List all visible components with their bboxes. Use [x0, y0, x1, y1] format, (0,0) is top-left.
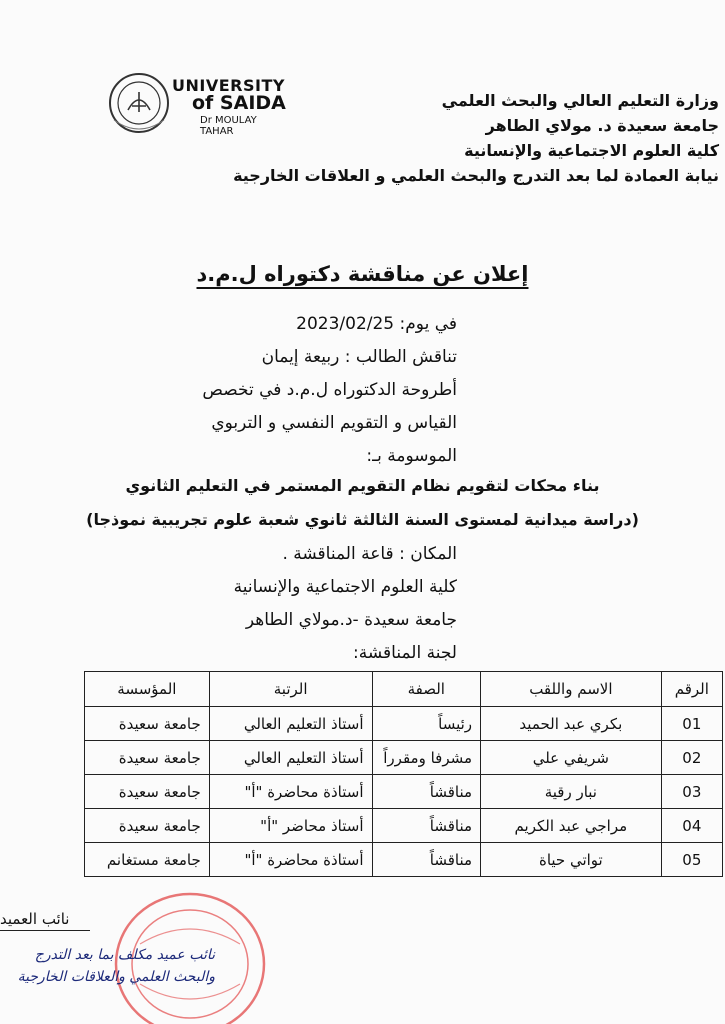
header-role: الصفة — [372, 672, 481, 707]
vice-dean-line: نيابة العمادة لما بعد التدرج والبحث العلمي و العلاقات الخارجية — [233, 166, 719, 185]
announcement-details — [202, 308, 457, 473]
row-institution: جامعة سعيدة — [85, 741, 210, 775]
row-name: مراجي عبد الكريم — [481, 809, 662, 843]
logo-text-moulay-tahar: Dr MOULAY TAHAR — [200, 115, 257, 137]
row-number: 02 — [661, 741, 722, 775]
row-institution: جامعة سعيدة — [85, 775, 210, 809]
row-institution: جامعة سعيدة — [85, 809, 210, 843]
table-row — [85, 809, 723, 843]
logo-text-saida: of SAIDA — [192, 92, 286, 114]
row-role: رئيساً — [372, 707, 481, 741]
place-line: المكان : قاعة المناقشة . — [282, 544, 457, 564]
row-rank: أستاذ التعليم العالي — [209, 707, 372, 741]
date-line: في يوم: 2023/02/25 — [296, 314, 457, 334]
row-rank: أستاذ محاضر "أ" — [209, 809, 372, 843]
row-name: بكري عبد الحميد — [481, 707, 662, 741]
table-row — [85, 741, 723, 775]
signer-underline — [0, 930, 90, 931]
row-name: نبار رقية — [481, 775, 662, 809]
logo-text-university: UNIVERSITY — [172, 76, 285, 95]
row-name: شريفي علي — [481, 741, 662, 775]
venue-details — [234, 538, 457, 670]
university-seal-icon — [108, 72, 172, 134]
header-rank: الرتبة — [209, 672, 372, 707]
announcement-title: إعلان عن مناقشة دكتوراه ل.م.د — [196, 262, 529, 286]
row-number: 04 — [661, 809, 722, 843]
venue-university-line: جامعة سعيدة -د.مولاي الطاهر — [245, 610, 457, 630]
row-institution: جامعة سعيدة — [85, 707, 210, 741]
handwritten-signature — [0, 944, 215, 988]
thesis-subtitle: (دراسة ميدانية لمستوى السنة الثالثة ثانوي شعبة علوم تجريبية نموذجا) — [86, 510, 639, 529]
row-rank: أستاذة محاضرة "أ" — [209, 843, 372, 877]
row-number: 01 — [661, 707, 722, 741]
titled-line: الموسومة بـ: — [366, 446, 457, 466]
row-rank: أستاذة محاضرة "أ" — [209, 775, 372, 809]
specialty-line: القياس و التقويم النفسي و التربوي — [211, 413, 457, 433]
row-number: 05 — [661, 843, 722, 877]
row-role: مناقشاً — [372, 843, 481, 877]
ministry-line: وزارة التعليم العالي والبحث العلمي — [441, 91, 719, 110]
row-role: مناقشاً — [372, 775, 481, 809]
faculty-line: كلية العلوم الاجتماعية والإنسانية — [464, 141, 719, 160]
header-institution: المؤسسة — [85, 672, 210, 707]
row-name: تواتي حياة — [481, 843, 662, 877]
announcement-title-wrap — [0, 262, 725, 286]
row-rank: أستاذ التعليم العالي — [209, 741, 372, 775]
university-line: جامعة سعيدة د. مولاي الطاهر — [485, 116, 719, 135]
thesis-type-line: أطروحة الدكتوراه ل.م.د في تخصص — [202, 380, 457, 400]
header-name: الاسم واللقب — [481, 672, 662, 707]
row-role: مشرفا ومقرراً — [372, 741, 481, 775]
table-header-row — [85, 672, 723, 707]
signature-line-2: والبحث العلمي والعلاقات الخارجية — [17, 969, 215, 985]
table-row — [85, 843, 723, 877]
signer-title: نائب العميد — [0, 910, 70, 928]
table-row — [85, 775, 723, 809]
committee-label: لجنة المناقشة: — [353, 643, 457, 663]
student-line: تناقش الطالب : ربيعة إيمان — [261, 347, 457, 367]
venue-faculty-line: كلية العلوم الاجتماعية والإنسانية — [233, 577, 457, 597]
committee-table — [84, 671, 723, 877]
table-row — [85, 707, 723, 741]
signature-line-1: نائب عميد مكلف بما بعد التدرج — [34, 947, 215, 963]
row-number: 03 — [661, 775, 722, 809]
header-number: الرقم — [661, 672, 722, 707]
row-role: مناقشاً — [372, 809, 481, 843]
row-institution: جامعة مستغانم — [85, 843, 210, 877]
thesis-title: بناء محكات لتقويم نظام التقويم المستمر في التعليم الثانوي — [125, 476, 600, 495]
